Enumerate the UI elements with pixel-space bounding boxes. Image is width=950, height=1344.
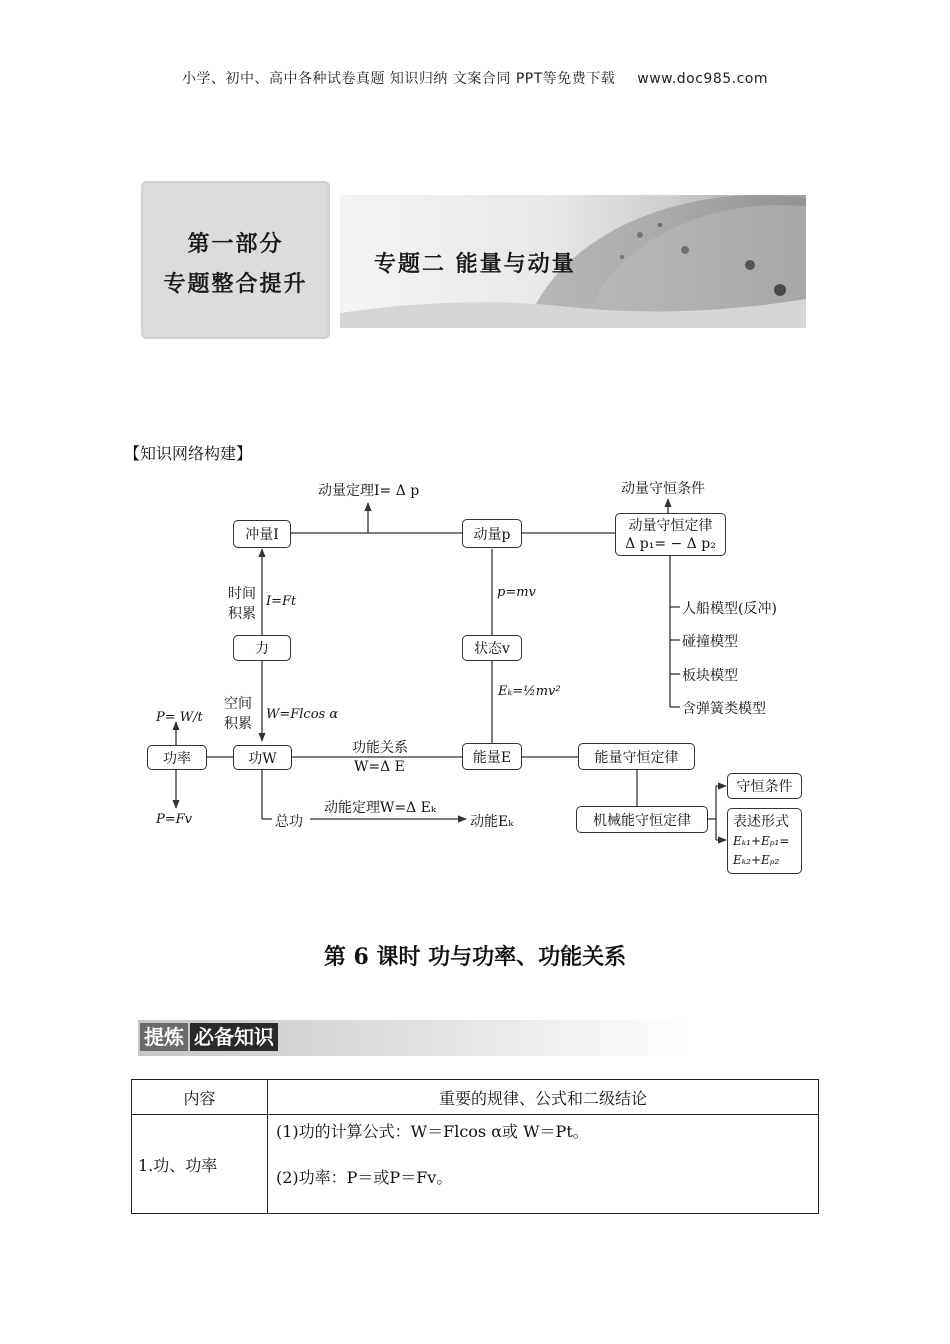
impulse-box: 冲量I bbox=[233, 520, 291, 548]
kinetic-energy-label: 动能Eₖ bbox=[470, 814, 514, 830]
model-2: 碰撞模型 bbox=[682, 634, 738, 650]
table-header-content: 内容 bbox=[132, 1080, 268, 1115]
table-header-row bbox=[132, 1080, 819, 1115]
ek-formula-label: Eₖ=½mv² bbox=[498, 684, 561, 699]
i-ft-label: I=Ft bbox=[266, 594, 297, 609]
expression-form-title: 表述形式 bbox=[733, 813, 789, 830]
topic-title: 专题二 能量与动量 bbox=[374, 252, 576, 277]
section-bar bbox=[138, 1020, 688, 1056]
table-row bbox=[132, 1115, 819, 1214]
power-wt-label: P= W/t bbox=[156, 710, 203, 725]
work-energy-rel-label: 功能关系 bbox=[352, 740, 408, 756]
p-mv-label: p=mv bbox=[497, 585, 536, 600]
section-label: 【知识网络构建】 bbox=[124, 444, 253, 463]
model-1: 人船模型(反冲) bbox=[682, 601, 777, 617]
header-text: 小学、初中、高中各种试卷真题 知识归纳 文案合同 PPT等免费下载 bbox=[181, 71, 616, 87]
power-box: 功率 bbox=[147, 745, 207, 770]
energy-box: 能量E bbox=[462, 743, 522, 770]
conservation-condition-box: 守恒条件 bbox=[727, 773, 802, 799]
section-bar-part2: 必备知识 bbox=[190, 1023, 278, 1051]
momentum-condition-label: 动量守恒条件 bbox=[621, 481, 705, 497]
table-cell-rules bbox=[268, 1115, 819, 1214]
model-3: 板块模型 bbox=[682, 668, 738, 684]
momentum-theorem-label: 动量定理I= Δ p bbox=[318, 483, 420, 499]
rule-line-1: (1)功的计算公式：W＝Flcos α或 W＝Pt。 bbox=[276, 1122, 589, 1141]
space-accum-label bbox=[224, 694, 252, 734]
work-box: 功W bbox=[233, 745, 292, 770]
header-site[interactable]: www.doc985.com bbox=[637, 71, 769, 87]
rule-line-2: (2)功率：P＝或P＝Fv。 bbox=[276, 1168, 453, 1187]
table-cell-topic: 1.功、功率 bbox=[132, 1115, 268, 1214]
time-accum-label bbox=[228, 584, 256, 624]
momentum-conservation-box bbox=[615, 513, 726, 556]
w-de-label: W=Δ E bbox=[354, 759, 405, 775]
section-bar-part1: 提炼 bbox=[140, 1023, 188, 1051]
force-box: 力 bbox=[233, 635, 291, 661]
expression-form-box bbox=[727, 808, 802, 874]
expression-line2: Eₖ₂+Eₚ₂ bbox=[733, 852, 780, 867]
power-fv-label: P=Fv bbox=[156, 812, 193, 827]
space-accum-line1: 空间 bbox=[224, 696, 252, 712]
model-4: 含弹簧类模型 bbox=[682, 701, 766, 717]
knowledge-table bbox=[131, 1079, 819, 1214]
part-title: 第一部分 bbox=[187, 232, 284, 257]
ke-theorem-label: 动能定理W=Δ Eₖ bbox=[324, 800, 437, 816]
energy-conservation-box: 能量守恒定律 bbox=[578, 743, 695, 770]
momentum-law-formula: Δ p₁= − Δ p₂ bbox=[625, 535, 716, 552]
mechanical-conservation-box: 机械能守恒定律 bbox=[576, 806, 708, 833]
work-formula-label: W=Flcos α bbox=[266, 707, 339, 722]
momentum-box: 动量p bbox=[462, 519, 522, 548]
expression-line1: Eₖ₁+Eₚ₁= bbox=[733, 833, 790, 848]
table-header-rules: 重要的规律、公式和二级结论 bbox=[268, 1080, 819, 1115]
part-subtitle: 专题整合提升 bbox=[163, 272, 308, 297]
time-accum-line1: 时间 bbox=[228, 586, 256, 602]
momentum-law-title: 动量守恒定律 bbox=[628, 517, 713, 534]
space-accum-line2: 积累 bbox=[224, 716, 252, 732]
lesson-title: 第 6 课时 功与功率、功能关系 bbox=[323, 944, 627, 970]
state-box: 状态v bbox=[462, 635, 522, 661]
time-accum-line2: 积累 bbox=[228, 606, 256, 622]
total-work-label: 总功 bbox=[275, 814, 303, 830]
